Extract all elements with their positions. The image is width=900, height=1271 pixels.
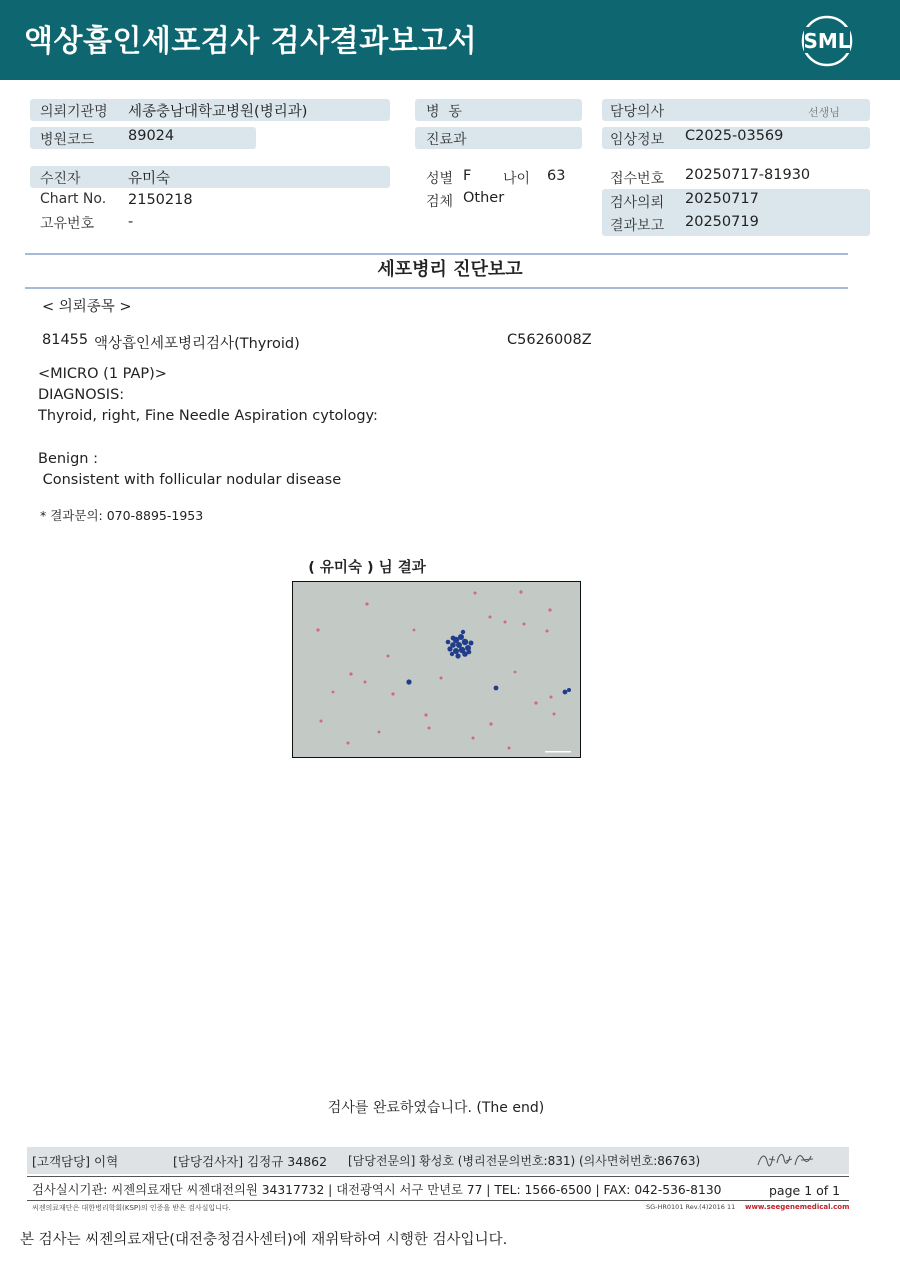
ward-label: 병 동 bbox=[426, 104, 462, 120]
sex-value: F bbox=[463, 168, 472, 184]
patient-value: 유미숙 bbox=[128, 171, 171, 187]
result-label: Benign : bbox=[38, 451, 98, 467]
unique-no-value: - bbox=[128, 214, 134, 230]
request-date-label: 검사의뢰 bbox=[610, 195, 665, 211]
inquiry-phone: * 결과문의: 070-8895-1953 bbox=[40, 508, 204, 523]
diagnosis-label: DIAGNOSIS: bbox=[38, 387, 125, 403]
bottom-note: 본 검사는 씨젠의료재단(대전충청검사센터)에 재위탁하여 시행한 검사입니다. bbox=[20, 1232, 508, 1248]
receipt-no-label: 접수번호 bbox=[610, 171, 665, 187]
section-title: 세포병리 진단보고 bbox=[377, 259, 523, 280]
divider-bottom bbox=[25, 287, 848, 289]
specialist: [담당전문의] 황성호 (병리전문의번호:831) (의사면허번호:86763) bbox=[348, 1154, 701, 1168]
age-value: 63 bbox=[547, 168, 566, 184]
unique-no-label: 고유번호 bbox=[40, 216, 95, 232]
sex-label: 성별 bbox=[426, 171, 454, 187]
customer-contact: [고객담당] 이혁 bbox=[32, 1154, 119, 1169]
website-link[interactable]: www.seegenemedical.com bbox=[745, 1203, 850, 1211]
footer-divider-2 bbox=[27, 1200, 849, 1201]
form-code: SG-HR0101 Rev.(4)2016 11 bbox=[646, 1203, 736, 1211]
image-caption: ( 유미숙 ) 님 결과 bbox=[308, 560, 426, 576]
hospital-code-label: 병원코드 bbox=[40, 132, 95, 148]
report-date-label: 결과보고 bbox=[610, 218, 665, 234]
specimen-label: 검체 bbox=[426, 194, 454, 210]
hospital-code-value: 89024 bbox=[128, 128, 175, 144]
doctor-suffix: 선생님 bbox=[808, 106, 840, 119]
department-label: 진료과 bbox=[426, 132, 467, 148]
item-name: 액상흡인세포병리검사(Thyroid) bbox=[94, 336, 300, 352]
specimen-value: Other bbox=[463, 190, 505, 206]
footer-divider bbox=[27, 1176, 849, 1177]
certification-note: 씨젠의료재단은 대한병리학회(KSP)의 인증을 받은 검사실입니다. bbox=[32, 1204, 231, 1212]
institution-info: 검사실시기관: 씨젠의료재단 씨젠대전의원 34317732 | 대전광역시 서구 만년로 77 | TEL: 1566-6500 | FAX: 042-536-8130 bbox=[32, 1183, 722, 1197]
report-title: 액상흡인세포검사 검사결과보고서 bbox=[24, 24, 478, 59]
patient-row-bg bbox=[30, 166, 390, 188]
receipt-no-value: 20250717-81930 bbox=[685, 167, 811, 183]
item-code: 81455 bbox=[42, 332, 89, 348]
sml-logo bbox=[796, 10, 858, 72]
item-id: C5626008Z bbox=[507, 332, 592, 348]
report-date-value: 20250719 bbox=[685, 214, 759, 230]
clinical-info-label: 임상정보 bbox=[610, 132, 665, 148]
clinical-info-value: C2025-03569 bbox=[685, 128, 784, 144]
chart-no-value: 2150218 bbox=[128, 192, 193, 208]
patient-label: 수진자 bbox=[40, 171, 81, 187]
page-number: page 1 of 1 bbox=[769, 1183, 841, 1198]
institution-label: 의뢰기관명 bbox=[40, 104, 108, 120]
cytology-microscope-image bbox=[292, 581, 581, 758]
diagnosis-site: Thyroid, right, Fine Needle Aspiration cytology: bbox=[38, 408, 378, 424]
micro-label: <MICRO (1 PAP)> bbox=[38, 366, 167, 382]
technician: [담당검사자] 김정규 34862 bbox=[173, 1154, 328, 1169]
result-detail: Consistent with follicular nodular disease bbox=[38, 472, 342, 488]
request-date-value: 20250717 bbox=[685, 191, 759, 207]
items-header: < 의뢰종목 > bbox=[42, 299, 132, 315]
chart-no-label: Chart No. bbox=[40, 191, 107, 207]
institution-value: 세종충남대학교병원(병리과) bbox=[128, 104, 308, 120]
signature bbox=[755, 1147, 817, 1173]
logo-text: SML bbox=[803, 29, 851, 53]
end-text: 검사를 완료하였습니다. (The end) bbox=[327, 1100, 545, 1116]
doctor-label: 담당의사 bbox=[610, 104, 665, 120]
age-label: 나이 bbox=[503, 171, 531, 187]
